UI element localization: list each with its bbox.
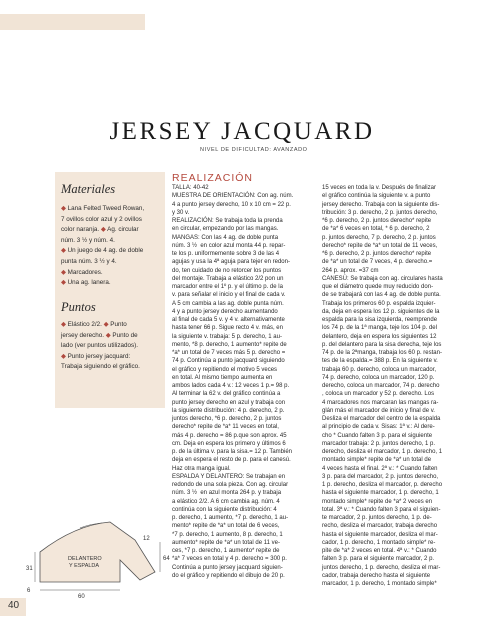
materials-item: ◆ Un juego de 4 ag. de doble (61, 247, 144, 255)
instruction-line: marcador entre el 1º p. y el último p. de la (172, 284, 283, 290)
instruction-line: do el gráfico y repitiendo el dibujo de 20 p. (172, 572, 285, 579)
instruction-line: tribución: 3 p. derecho, 2 p. juntos derecho, (322, 209, 438, 216)
instruction-line: , coloca un marcador y 52 p. derecho. Los (322, 391, 435, 398)
instruction-line: TALLA: 40-42 (172, 185, 209, 191)
instruction-line: espalda para la sisa izquierda, reemprende (322, 317, 438, 323)
sleeve-dimension-label: 64 (163, 556, 170, 562)
materials-item: color naranja. ◆ Ag. circular (61, 226, 139, 234)
instruction-line: ambos lados cada 4 v.: 12 veces 1 p.= 98 p. (172, 383, 290, 389)
section-title: REALIZACIÓN (172, 172, 254, 184)
instruction-line: mento, *8 p. derecho, 1 aumento* repite de (172, 341, 287, 348)
stitches-item: ◆ Punto jersey jacquard: (61, 352, 131, 360)
instruction-line: mento* repite de *a* un total de 6 veces, (172, 523, 280, 530)
stitches-item: ◆ Elástico 2/2. ◆ Punto (61, 321, 127, 328)
instruction-line: MANGAS: Con las 4 ag. de doble punta (172, 234, 279, 241)
instruction-line: cho * Cuando falten 3 p. para el siguiente (322, 432, 433, 439)
instruction-line: hasta tener 66 p. Sigue recto 4 v. más, en (172, 325, 283, 332)
instruction-line: 4 marcadores nos marcaran las mangas ra- (322, 399, 439, 406)
instruction-line: REALIZACIÓN: Se trabaja toda la prenda (172, 218, 283, 224)
instruction-line: cador, trabaja derecho hasta el siguiente (322, 572, 431, 579)
instruction-line: v. para señalar el inicio y el final de cada v. (172, 292, 286, 299)
instruction-line: el gráfico continúa la siguiente v. a punto (322, 193, 431, 200)
instruction-line: el gráfico y repitiendo el motivo 5 veces (172, 366, 278, 373)
instruction-line: redondo de una sola pieza. Con ag. circular (172, 482, 289, 488)
instruction-line: juntos derecho, *6 p. derecho, 2 p. juntos (172, 416, 282, 422)
instruction-line: total. 3ª v.: * Cuando falten 3 para el siguien- (322, 506, 441, 513)
instruction-line: MUESTRA DE ORIENTACIÓN: Con ag. núm. (172, 193, 294, 200)
instruction-line: *6 p. derecho, 2 p. juntos derecho* repite (322, 251, 432, 257)
instruction-line: los 74 p. de la 1ª manga, teje los 104 p. del (322, 325, 437, 332)
diagram-label-line-2: Y ESPALDA (69, 563, 100, 569)
diagram-label-line-1: DELANTERO (68, 556, 102, 562)
instruction-line: 4 y a punto jersey derecho aumentando (172, 308, 278, 315)
instruction-line: da, deja en espera los 12 p. siguientes de la (322, 308, 440, 315)
stitches-item: lado (ver puntos utilizados). (61, 342, 139, 350)
instruction-line: la siguiente distribución: 4 p. derecho, 2 p. (172, 407, 285, 414)
width-dimension-label: 60 (78, 594, 85, 600)
instruction-line: la siguiente v. trabaja: 5 p. derecho, 1 au- (172, 333, 282, 340)
instruction-line: glán más el marcador de inicio y final de v. (322, 407, 435, 414)
instruction-line: Al terminar la 62 v. del gráfico continúa a (172, 391, 281, 398)
instruction-line: p. de la última v. para la sisa.= 12 p. También (172, 449, 293, 455)
instruction-line: montado simple* repite de *a* un total de (322, 457, 432, 464)
instruction-line: marcador trabaja: 2 p. juntos derecho, 1 p. (322, 440, 436, 447)
materials-item: ◆ Una ag. lanera. (61, 279, 111, 287)
instruction-line: y 30 v. (172, 209, 190, 216)
sweater-shape (40, 522, 155, 582)
instruction-line: del montaje. Trabaja a elástico 2/2 pon un (172, 275, 284, 282)
instruction-line: núm. 3 ½ en azul monta 264 p. y trabaja (172, 490, 282, 497)
instruction-line: 264 p. aprox. =37 cm (322, 267, 379, 274)
instruction-line: trabaja 60 p. derecho, coloca un marcador, (322, 366, 437, 373)
instruction-line: al principio de cada v. Sisas: 1ª v.: Al dere- (322, 424, 435, 431)
instruction-line: al final de cada 5 v. y 4 v. alternativamente (172, 317, 285, 323)
materials-item: ◆ Lana Felted Tweed Rowan, (61, 205, 145, 212)
instruction-line: deja en espera el resto de p. para el canesú. (172, 457, 291, 464)
instruction-line: *a* un total de 7 veces más 5 p. derecho = (172, 350, 286, 356)
instruction-line: recho, desliza el marcador, trabaja derecho (322, 523, 438, 530)
instruction-line: 4 a punto jersey derecho, 10 x 10 cm = 22 p. (172, 201, 291, 208)
instruction-line: derecho, coloca un marcador, 74 p. derecho (322, 383, 440, 389)
rib-dimension-label: 6 (27, 588, 31, 594)
stitches-item: jersey derecho. ◆ Punto de (61, 331, 138, 339)
instruction-line: aumento* repite de *a* un total de 11 ve- (172, 539, 280, 546)
instruction-line: Desliza el marcador del centro de la espalda (322, 416, 441, 422)
instruction-line: CANESÚ: Se trabaja con ag. circulares hasta (322, 275, 443, 282)
instruction-line: 15 veces en toda la v. Después de finalizar (322, 185, 436, 191)
instruction-line: de *a* un total de 7 veces, 4 p. derecho.= (322, 259, 433, 266)
instruction-line: en circular, empezando por las mangas. (172, 226, 279, 233)
instruction-line: Haz otra manga igual. (172, 465, 231, 472)
instruction-line: 3 p. para del marcador, 2 p. juntos derecho, (322, 473, 439, 480)
instruction-line: derecho* repite de *a* 11 veces en total, (172, 424, 279, 431)
instruction-line: derecho* repite de *a* un total de 11 veces, (322, 242, 438, 249)
instruction-line: *6 p. derecho, 2 p. juntos derecho* repite (322, 218, 432, 224)
instruction-line: te marcador, 2 p. juntos derecho, 1 p. de- (322, 515, 432, 521)
instructions-column-2 (322, 184, 443, 588)
instruction-line: delantero, deja en espera los siguientes 12 (322, 333, 437, 340)
instruction-line: agujas y usa la 4ª aguja para tejer en redon- (172, 259, 290, 266)
instruction-line: más 4 p. derecho = 86 p.que son aprox. 45 (172, 432, 287, 439)
stitches-heading: Puntos (61, 300, 96, 314)
instruction-line: falten 3 p. para el siguiente marcador, 2 p. (322, 556, 435, 563)
instruction-line: A 5 cm cambia a las ag. doble punta núm. (172, 300, 284, 307)
instruction-line: *7 p. derecho, 1 aumento, 8 p. derecho, 1 (172, 531, 283, 538)
instruction-line: marcador, 1 p. derecho, 1 montado simple* (322, 581, 437, 587)
instruction-line: a elástico 2/2. A 6 cm cambia ag. núm. 4 (172, 498, 280, 505)
instruction-line: punto jersey derecho en azul y trabaja con (172, 399, 286, 406)
instruction-line: hasta el siguiente marcador, 1 p. derecho, 1 (322, 490, 439, 497)
instruction-line: juntos derecho, 1 p. derecho, desliza el mar- (322, 564, 441, 571)
instruction-line: p. derecho, 1 aumento, *7 p. derecho, 1 au- (172, 515, 289, 521)
top-color-band (0, 14, 145, 30)
sweater-schematic-diagram (20, 520, 170, 600)
instruction-line: cador, 1 p. derecho, 1 montado simple* re- (322, 539, 436, 546)
stitches-item: Trabaja siguiendo el gráfico. (61, 363, 140, 371)
materials-heading: Materiales (61, 182, 116, 196)
materials-item: 7 ovillos color azul y 2 ovillos (61, 215, 142, 223)
instruction-line: 74 p. de la 2ªmanga, trabaja los 60 p. restan- (322, 350, 442, 356)
instruction-line: que el diámetro quede muy reducido don- (322, 284, 434, 290)
instruction-line: 74 p. derecho, coloca un marcador, 120 p. (322, 374, 435, 381)
instruction-line: p. del delantero para la sisa derecha, teje los (322, 341, 442, 348)
difficulty-label: NIVEL DE DIFICULTAD: AVANZADO (200, 147, 308, 153)
instruction-line: núm. 3 ½ en color azul monta 44 p. repar- (172, 242, 286, 249)
materials-list (61, 204, 161, 289)
instruction-line: de se trabajará con las 4 ag. de doble punta. (322, 292, 441, 299)
instruction-line: ces, *7 p. derecho, 1 aumento* repite de (172, 548, 280, 554)
stitches-list (61, 320, 161, 373)
instructions-column-1 (172, 184, 293, 580)
height-dimension-label: 31 (26, 566, 33, 572)
page-title: JERSEY JACQUARD (109, 118, 375, 145)
instruction-line: 4 veces hasta el final. 2ª v.: * Cuando falten (322, 465, 438, 472)
instruction-line: *a* 7 veces en total y 4 p. derecho = 300 p. (172, 556, 287, 563)
page-number: 40 (8, 600, 20, 611)
instruction-line: montado simple* repite de *a* 2 veces en (322, 498, 433, 505)
instruction-line: derecho, desliza el marcador, 1 p. derecho, 1 (322, 449, 443, 455)
instruction-line: do, ten cuidado de no retorcer los puntos (172, 267, 282, 274)
instruction-line: Trabaja los primeros 60 p. espalda izquier- (322, 300, 436, 307)
instruction-line: pite de *a* 2 veces en total. 4ª v.: * Cuando (322, 548, 437, 554)
instruction-line: hasta el siguiente marcador, desliza el mar- (322, 531, 438, 538)
instruction-line: ESPALDA Y DELANTERO: Se trabajan en (172, 473, 286, 480)
raglan-dimension-label: 12 (143, 536, 150, 542)
materials-item: punta núm. 3 ½ y 4. (61, 257, 117, 265)
materials-item: ◆ Marcadores. (61, 268, 103, 276)
instruction-line: 1 p. derecho, desliza el marcador, p. derecho (322, 482, 443, 488)
instruction-line: Continúa a punto jersey jacquard siguien- (172, 564, 283, 571)
instruction-line: p. juntos derecho, 7 p. derecho, 2 p. juntos (322, 234, 436, 241)
instruction-line: cm. Deja en espera los primero y últimos 6 (172, 440, 286, 447)
instruction-line: jersey derecho. Trabaja con la siguiente dis- (322, 201, 440, 208)
instruction-line: 74 p. Continúa a punto jacquard siguiendo (172, 358, 285, 365)
instruction-line: te los p. uniformemente sobre 3 de las 4 (172, 251, 280, 257)
materials-item: núm. 3 ½ y núm. 4. (61, 236, 115, 244)
instruction-line: tes de la espalda.= 388 p. En la siguiente v. (322, 358, 438, 365)
instruction-line: de *a* 6 veces en total, * 6 p. derecho, 2 (322, 226, 430, 233)
instruction-line: en total. Al mismo tiempo aumenta en (172, 374, 273, 381)
instruction-line: continúa con la siguiente distribución: 4 (172, 506, 277, 513)
